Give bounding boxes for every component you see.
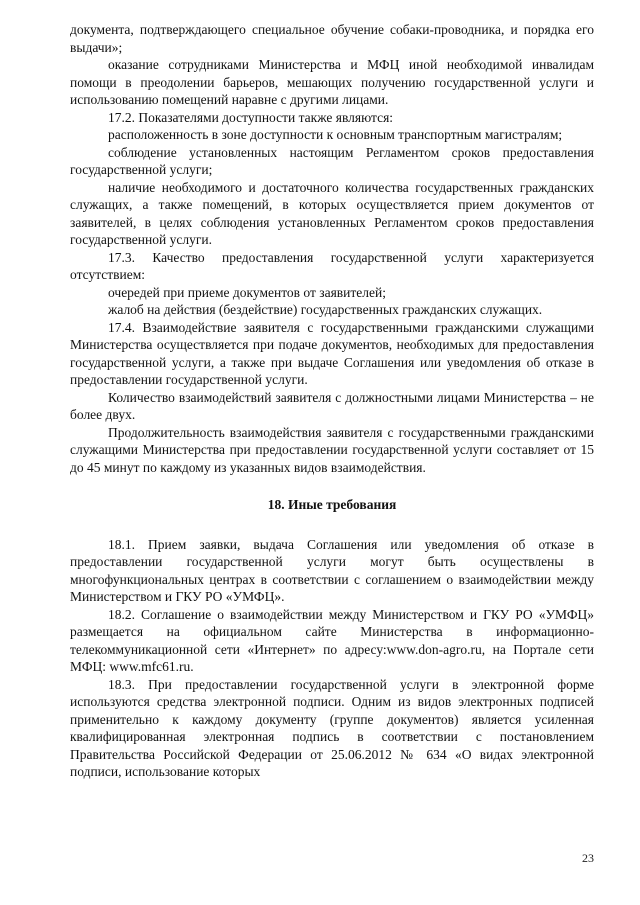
paragraph: соблюдение установленных настоящим Регламентом сроков предоставления государственной услуги; [70,144,594,177]
paragraph: 18.1. Прием заявки, выдача Соглашения или уведомления об отказе в предоставлении государственной услуги могут быть осуществлены в многофункциональных центрах в соответствии с соглашением о взаимодействии между Министерством и ГКУ РО «УМФЦ». [70,536,594,604]
document-page [70,21,594,781]
paragraph: 18.3. При предоставлении государственной услуги в электронной форме используются средства электронной подписи. Одним из видов электронных подписей применительно к каждому документу (группе документов) является усиленная квалифицированная электронная подпись в соответствии с постановлением Правительства Российской Федерации от 25.06.2012 № 634 «О видах электронной подписи, использование которых [70,676,594,779]
page-number: 23 [582,851,594,865]
paragraph: очередей при приеме документов от заявителей; [108,284,386,300]
paragraph: 17.4. Взаимодействие заявителя с государственными гражданскими служащими Министерства осуществляется при подаче документов, необходимых для предоставления государственной услуги, а также при выдаче Соглашения или уведомления об отказе в предоставлении государственной услуги. [70,319,594,387]
paragraph: расположенность в зоне доступности к основным транспортным магистралям; [108,127,563,142]
paragraph: наличие необходимого и достаточного количества государственных гражданских служащих, а также помещений, в которых осуществляется прием документов от заявителей, в целях соблюдения установленных Регламентом сроков предоставления государственной услуги. [70,179,594,247]
paragraph: 17.2. Показателями доступности также являются: [108,109,394,125]
section-heading: 18. Иные требования [267,497,397,512]
paragraph: 17.3. Качество предоставления государственной услуги характеризуется отсутствием: [70,249,594,282]
paragraph: документа, подтверждающего специальное обучение собаки-проводника, и порядка его выдачи»; [70,22,594,55]
paragraph: Продолжительность взаимодействия заявителя с государственными гражданскими служащими Министерства при предоставлении государственной услуги составляет от 15 до 45 минут по каждому из указанных видов взаимодействия. [70,424,594,475]
paragraph: Количество взаимодействий заявителя с должностными лицами Министерства – не более двух. [70,389,594,422]
paragraph: 18.2. Соглашение о взаимодействии между Министерством и ГКУ РО «УМФЦ» размещается на официальном сайте Министерства в информационно-телекоммуникационной сети «Интернет» по адресу:www.don-agro.ru, на Портале сети МФЦ: www.mfc61.ru. [70,606,594,674]
paragraph: жалоб на действия (бездействие) государственных гражданских служащих. [108,302,543,317]
paragraph: оказание сотрудниками Министерства и МФЦ иной необходимой инвалидам помощи в преодолении барьеров, мешающих получению государственной услуги и использованию помещений наравне с другими лицами. [70,57,594,107]
